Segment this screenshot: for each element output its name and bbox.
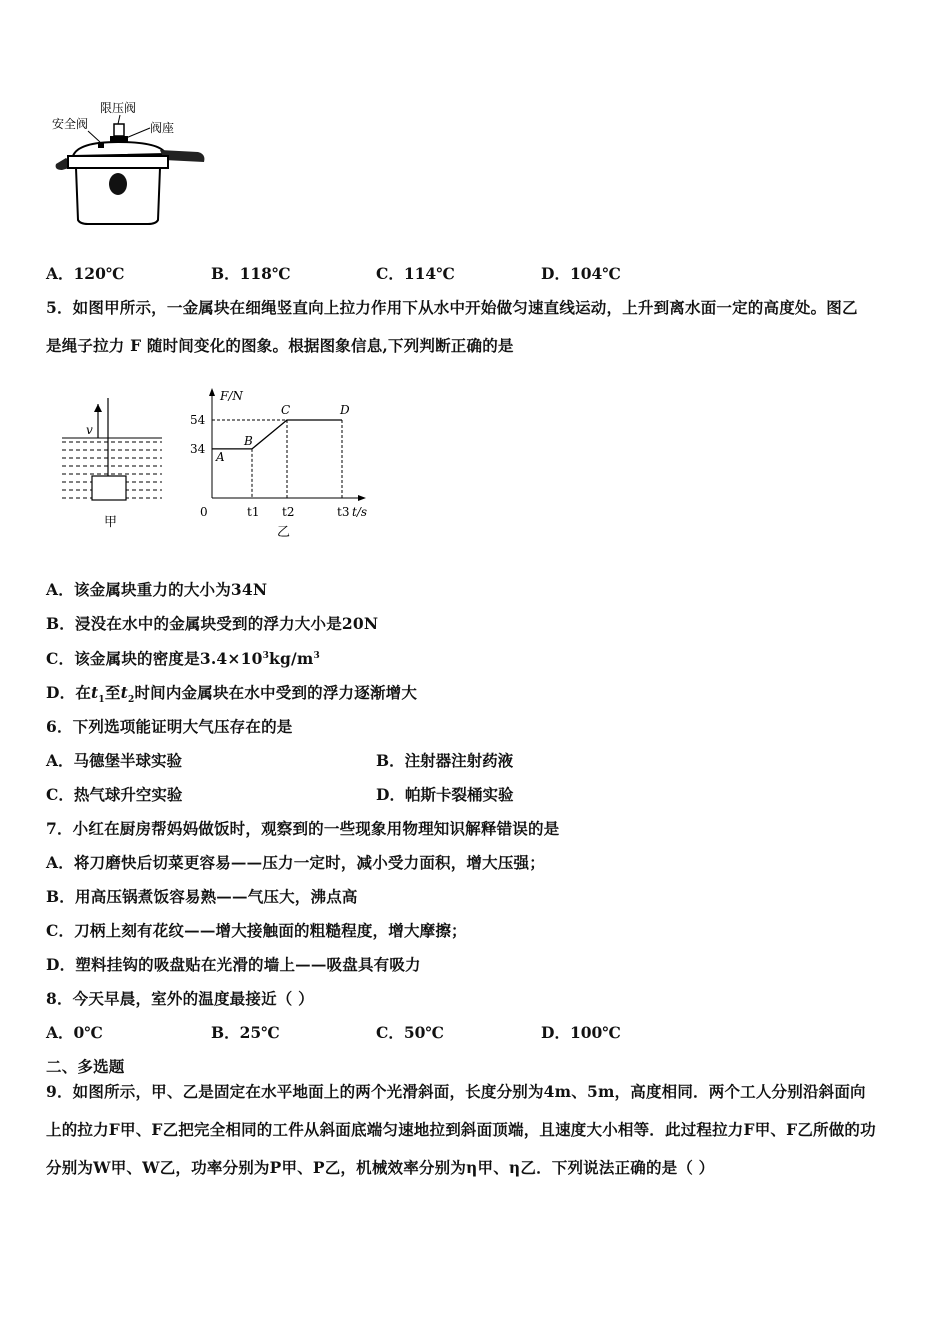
- point-label: C: [281, 403, 291, 417]
- q8-option-c: C．50℃: [376, 1023, 444, 1042]
- y-axis-arrow: [209, 388, 215, 396]
- q5-option-d: [46, 681, 417, 705]
- x-axis-arrow: [358, 495, 366, 501]
- q6-option-a: A．马德堡半球实验: [46, 751, 183, 770]
- q5-option-d-t1: t: [91, 683, 99, 702]
- q7-option-d: D．塑料挂钩的吸盘贴在光滑的墙上——吸盘具有吸力: [46, 955, 421, 974]
- y-tick-label: 34: [190, 441, 206, 456]
- q9-stem-line1: 9．如图所示，甲、乙是固定在水平地面上的两个光滑斜面，长度分别为4m、5m，高度相同．两个工人分别沿斜面向: [46, 1082, 866, 1101]
- q5-option-c-unit: kg/m: [269, 649, 314, 668]
- q5-option-d-t2: t: [120, 683, 128, 702]
- point-label: A: [216, 449, 225, 464]
- x-tick-label: t1: [247, 505, 260, 519]
- q5-option-c-text: C．该金属块的密度是3.4×10: [46, 649, 263, 668]
- q5-option-a: A．该金属块重力的大小为34N: [46, 580, 268, 599]
- q4-option-d: D．104℃: [541, 264, 621, 283]
- q5-stem-line2: 是绳子拉力 F 随时间变化的图象。根据图象信息,下列判断正确的是: [46, 336, 514, 355]
- q5-option-c: [46, 647, 320, 669]
- q4-option-c: C．114℃: [376, 264, 455, 283]
- origin-label: 0: [200, 505, 208, 519]
- q9-stem-line3: 分别为W甲、W乙，功率分别为P甲、P乙，机械效率分别为η甲、η乙．下列说法正确的是（ ）: [46, 1158, 715, 1177]
- q5-option-b: B．浸没在水中的金属块受到的浮力大小是20N: [46, 614, 379, 633]
- label-limit-valve: 限压阀: [100, 101, 137, 115]
- q6-stem: 6．下列选项能证明大气压存在的是: [46, 717, 293, 736]
- figure-yi-caption: 乙: [277, 525, 291, 540]
- velocity-label: v: [86, 423, 93, 437]
- q7-option-a: A．将刀磨快后切菜更容易——压力一定时，减小受力面积，增大压强；: [46, 853, 545, 872]
- force-time-chart: [186, 384, 376, 544]
- label-safety-valve: 安全阀: [52, 117, 89, 131]
- q7-option-b: B．用高压锅煮饭容易熟——气压大，沸点高: [46, 887, 358, 906]
- figure-jia: [58, 392, 170, 532]
- point-label: B: [244, 433, 253, 448]
- q7-stem: 7．小红在厨房帮妈妈做饭时，观察到的一些现象用物理知识解释错误的是: [46, 819, 560, 838]
- x-tick-label: t2: [282, 505, 295, 519]
- q5-option-d-sub1: 1: [98, 695, 105, 706]
- x-axis-label: t/s: [352, 505, 368, 519]
- q5-option-d-mid: 至: [104, 683, 121, 702]
- q8-stem: 8．今天早晨，室外的温度最接近（ ）: [46, 989, 314, 1008]
- q5-option-d-post: 时间内金属块在水中受到的浮力逐渐增大: [134, 683, 418, 702]
- q5-option-c-exp2: 3: [313, 651, 320, 661]
- q5-option-d-pre: D．在: [46, 683, 92, 702]
- point-label: D: [340, 403, 350, 417]
- label-valve-seat: 阀座: [150, 121, 175, 135]
- y-tick-label: 54: [190, 413, 206, 427]
- q4-option-a: A．120℃: [46, 264, 125, 283]
- force-series-line: [212, 420, 342, 449]
- y-axis-label: F/N: [220, 389, 243, 403]
- q5-option-c-exp1: 3: [262, 651, 270, 661]
- x-tick-label: t3: [337, 505, 350, 519]
- q8-option-d: D．100℃: [541, 1023, 621, 1042]
- q5-stem-line1: 5．如图甲所示，一金属块在细绳竖直向上拉力作用下从水中开始做匀速直线运动，上升到离水面一定的高度处。图乙: [46, 298, 858, 317]
- figure-jia-caption: 甲: [104, 515, 118, 530]
- q4-option-b: B．118℃: [211, 264, 291, 283]
- q8-option-a: A．0℃: [46, 1023, 103, 1042]
- pressure-cooker-figure: [48, 98, 218, 230]
- q6-option-d: D．帕斯卡裂桶实验: [376, 785, 514, 804]
- section-heading-multi-choice: 二、多选题: [46, 1057, 125, 1076]
- q8-option-b: B．25℃: [211, 1023, 280, 1042]
- q5-option-d-sub2: 2: [127, 695, 135, 706]
- q9-stem-line2: 上的拉力F甲、F乙把完全相同的工件从斜面底端匀速地拉到斜面顶端，且速度大小相等．此过程拉力F甲、F乙所做的功: [46, 1120, 876, 1139]
- q6-option-c: C．热气球升空实验: [46, 785, 183, 804]
- q6-option-b: B．注射器注射药液: [376, 751, 514, 770]
- q7-option-c: C．刀柄上刻有花纹——增大接触面的粗糙程度，增大摩擦；: [46, 921, 467, 940]
